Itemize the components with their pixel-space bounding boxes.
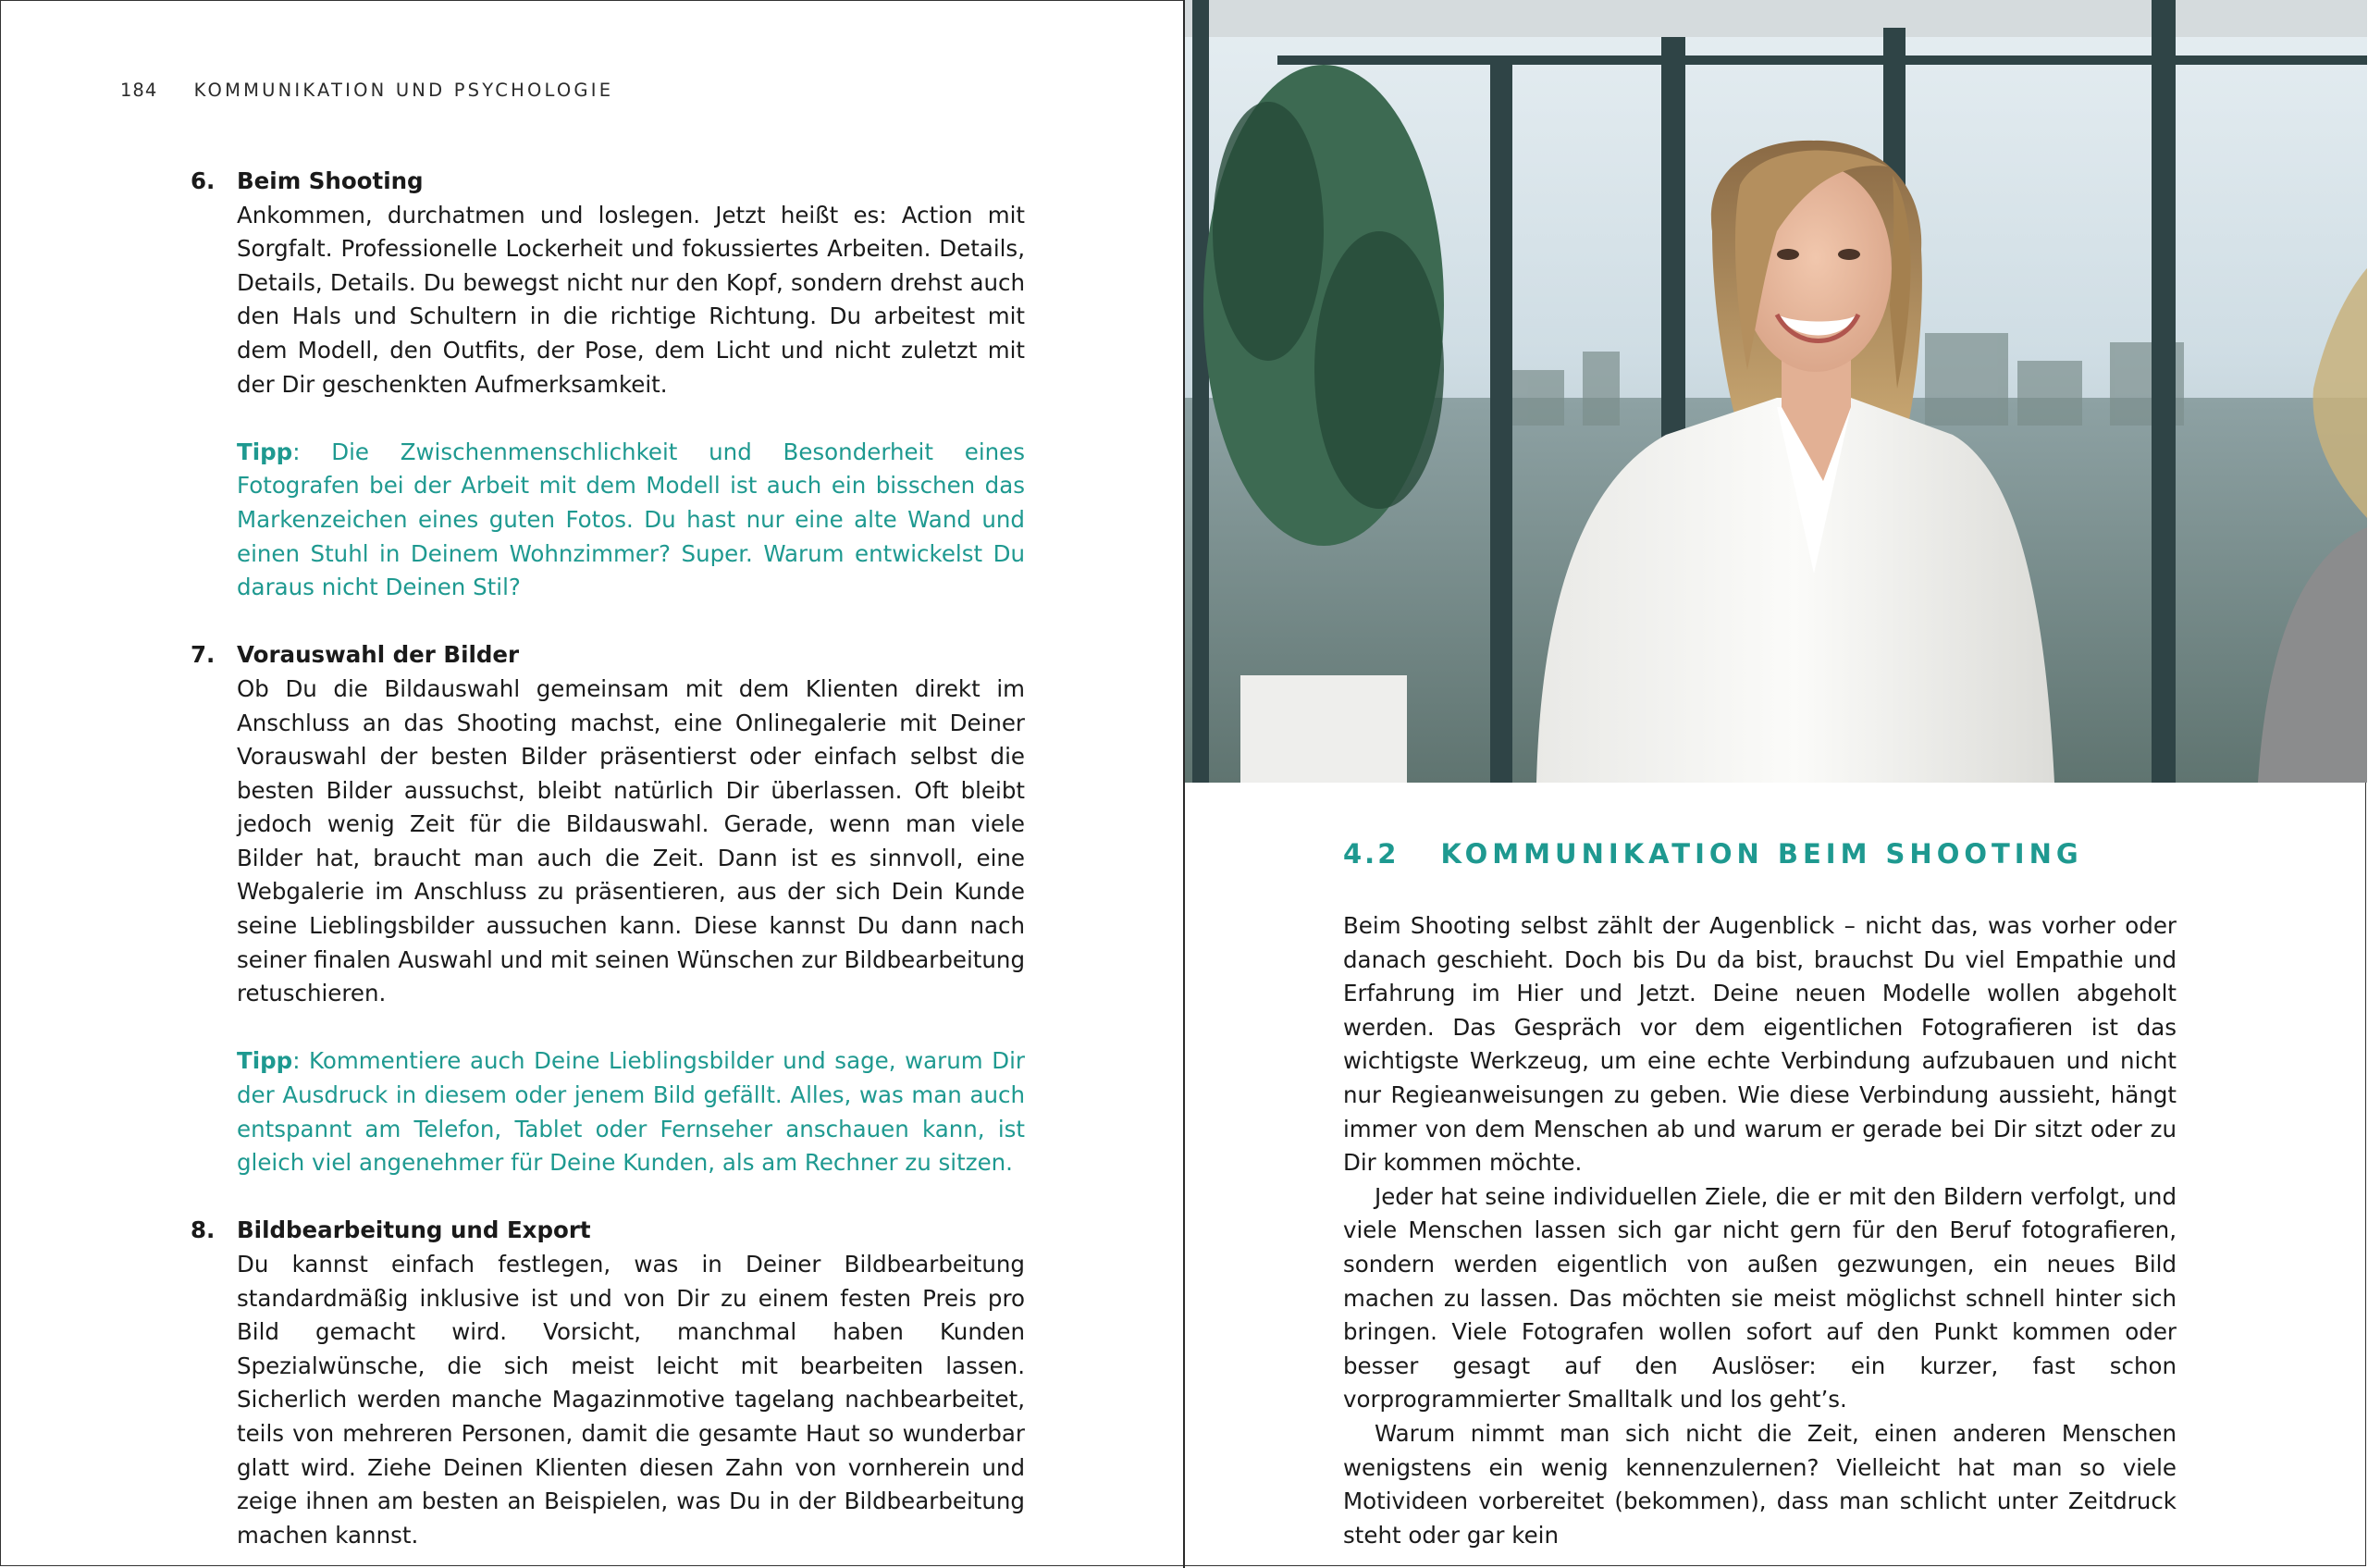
item-heading: Beim Shooting xyxy=(237,167,424,194)
item-paragraph: Ankommen, durchatmen und loslegen. Jetzt heißt es: Action mit Sorgfalt. Professionelle Lockerheit und fokussiertes Arbeiten. Details, Details, Details. Du bewegst nicht nur den Kopf, sondern drehst auch den Hals und Schultern in die richtige Richtung. Du arbeitest mit dem Modell, den Outfits, der Pose, dem Licht und nicht zuletzt mit der Dir geschenkten Aufmerksamkeit. xyxy=(237,201,1025,398)
tip-text: : Die Zwischenmenschlichkeit und Besonderheit eines Fotografen bei der Arbeit mit dem Modell ist auch ein bisschen das Markenzeichen eines guten Fotos. Du hast nur eine alte Wand und einen Stuhl in Deinem Wohnzimmer? Super. Warum entwickelst Du daraus nicht Deinen Stil? xyxy=(237,438,1025,601)
tip-label: Tipp xyxy=(237,1047,293,1075)
item-paragraph: Du kannst einfach festlegen, was in Deiner Bildbearbeitung standardmäßig inklusive ist und von Dir zu einem festen Preis pro Bild gemacht wird. Vorsicht, manchmal haben Kunden Spezialwünsche, die sich meist leicht mit bearbeiten lassen. Sicherlich werden manche Magazinmotive tagelang nachbearbeitet, teils von mehreren Personen, damit die gesamte Haut so wunderbar glatt wird. Ziehe Deinen Klienten diesen Zahn von vornherein und zeige ihnen am besten an Beispielen, was Du in der Bildbearbeitung machen kannst. xyxy=(237,1251,1025,1549)
list-item-8 xyxy=(191,1214,1025,1552)
tip-box xyxy=(237,436,1025,605)
section-number: 4.2 xyxy=(1343,838,1400,870)
page-number: 184 xyxy=(120,80,158,101)
tip-box xyxy=(237,1044,1025,1179)
office-portrait-image xyxy=(1185,0,2367,783)
item-heading: Bildbearbeitung und Export xyxy=(237,1216,591,1244)
item-number: 7. xyxy=(191,641,216,669)
right-page-body xyxy=(1343,909,2177,1552)
paragraph: Beim Shooting selbst zählt der Augenblick – nicht das, was vorher oder danach geschieht. Doch bis Du da bist, brauchst Du viel Empathie und Erfahrung im Hier und Jetzt. Deine neuen Modelle wollen abgeholt werden. Das Gespräch vor dem eigentlichen Fotografieren ist das wichtigste Werkzeug, um eine echte Verbindung aufzubauen und nicht nur Regieanweisungen zu geben. Wie diese Verbindung aussieht, hängt immer von dem Menschen ab und warum er gerade bei Dir sitzt oder zu Dir kommen möchte. xyxy=(1343,912,2177,1177)
item-number: 8. xyxy=(191,1216,216,1244)
paragraph: Jeder hat seine individuellen Ziele, die er mit den Bildern verfolgt, und viele Menschen lassen sich gar nicht gern für den Beruf fotografieren, sondern werden eigentlich von außen gezwungen, ein neues Bild machen zu lassen. Das möchten sie meist möglichst schnell hinter sich bringen. Viele Fotografen wollen sofort auf den Punkt kommen oder besser gesagt auf den Auslöser: ein kurzer, fast schon vorprogrammierter Smalltalk und los geht’s. xyxy=(1343,1182,2177,1414)
chapter-title: KOMMUNIKATION UND PSYCHOLOGIE xyxy=(193,80,614,101)
section-title-text: KOMMUNIKATION BEIM SHOOTING xyxy=(1440,838,2083,870)
item-paragraph: Ob Du die Bildauswahl gemeinsam mit dem Klienten direkt im Anschluss an das Shooting machst, eine Onlinegalerie mit Deiner Vorauswahl der besten Bilder präsentierst oder einfach selbst die besten Bilder aussuchst, bleibt natürlich Dir überlassen. Oft bleibt jedoch wenig Zeit für die Bildauswahl. Gerade, wenn man viele Bilder hat, braucht man auch die Zeit. Dann ist es sinnvoll, eine Webgalerie im Anschluss zu präsentieren, aus der sich Dein Kunde seine Lieblingsbilder aussuchen kann. Diese kannst Du dann nach seiner finalen Auswahl und mit seinen Wünschen zur Bildbearbeitung retuschieren. xyxy=(237,674,1025,1007)
list-item-6 xyxy=(191,165,1025,605)
tip-text: : Kommentiere auch Deine Lieblingsbilder und sage, warum Dir der Ausdruck in diesem oder jenem Bild gefällt. Alles, was man auch entspannt am Telefon, Tablet oder Fernseher anschauen kann, ist gleich viel angenehmer für Deine Kunden, als am Rechner zu sitzen. xyxy=(237,1047,1025,1177)
item-heading: Vorauswahl der Bilder xyxy=(237,641,520,669)
list-item-7 xyxy=(191,638,1025,1180)
paragraph: Warum nimmt man sich nicht die Zeit, einen anderen Menschen wenigstens ein wenig kennenzulernen? Vielleicht hat man so viele Motivideen vorbereitet (bekommen), dass man schlicht unter Zeitdruck steht oder gar kein xyxy=(1343,1419,2177,1549)
portrait-photo xyxy=(1185,0,2367,783)
tip-label: Tipp xyxy=(237,438,293,465)
section-heading xyxy=(1343,838,2083,870)
left-page-body xyxy=(191,165,1025,1552)
running-head xyxy=(120,80,613,101)
item-number: 6. xyxy=(191,167,216,194)
